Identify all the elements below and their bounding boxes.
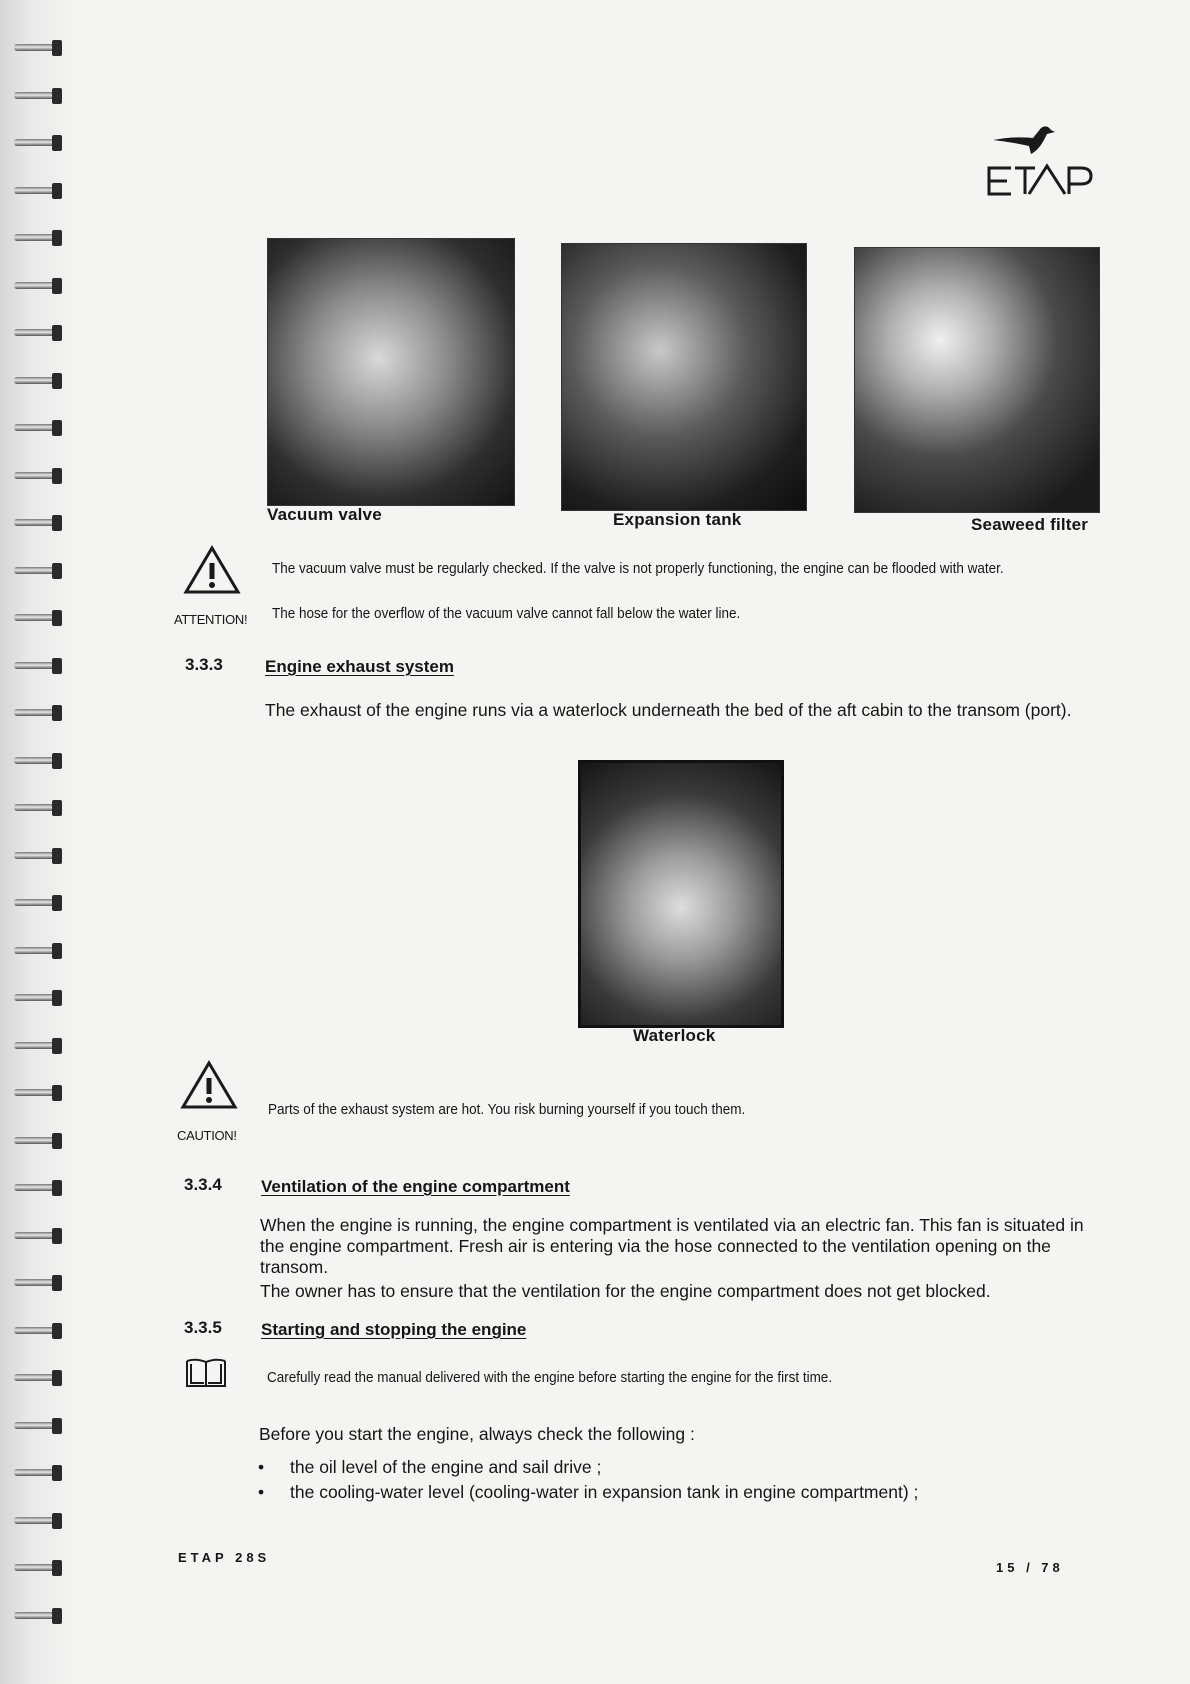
binding-ring [14,1133,56,1149]
binding-ring [14,1038,56,1054]
binding-ring [14,1513,56,1529]
attention-label: ATTENTION! [174,612,248,627]
binding-ring [14,895,56,911]
binding-ring [14,753,56,769]
binding-ring [14,800,56,816]
warning-triangle-icon [183,545,241,595]
section-333-body: The exhaust of the engine runs via a waterlock underneath the bed of the aft cabin to the transom (port). [265,700,1072,720]
caution-triangle-icon [180,1060,238,1110]
footer-page-number: 15 / 78 [996,1560,1064,1575]
binding-ring [14,325,56,341]
binding-ring [14,943,56,959]
binding-ring [14,230,56,246]
binding-ring [14,1560,56,1576]
list-item [258,1480,1098,1504]
binding-ring [14,610,56,626]
binding-ring [14,1180,56,1196]
caution-label: CAUTION! [177,1128,237,1143]
section-334-paragraph-2: The owner has to ensure that the ventilation for the engine compartment does not get blocked. [260,1281,991,1301]
binding-ring [14,515,56,531]
caution-text: Parts of the exhaust system are hot. You risk burning yourself if you touch them. [268,1101,746,1118]
waterlock-caption: Waterlock [633,1026,716,1045]
section-334-number: 3.3.4 [184,1175,222,1194]
vacuum-valve-caption: Vacuum valve [267,505,382,524]
section-335-intro: Before you start the engine, always check the following : [259,1424,695,1444]
footer-document-name: ETAP 28S [178,1550,271,1565]
list-item-text: the cooling-water level (cooling-water in expansion tank in engine compartment) ; [290,1482,919,1502]
binding-ring [14,1323,56,1339]
binding-ring [14,135,56,151]
binding-ring [14,990,56,1006]
binding-ring [14,468,56,484]
spiral-binding [0,0,78,1684]
binding-ring [14,1608,56,1624]
binding-ring [14,1275,56,1291]
waterlock-photo [578,760,784,1028]
binding-ring [14,88,56,104]
section-335-title: Starting and stopping the engine [261,1320,527,1339]
expansion-tank-caption: Expansion tank [613,510,742,529]
binding-ring [14,373,56,389]
binding-ring [14,1085,56,1101]
section-334-title: Ventilation of the engine compartment [261,1177,570,1196]
seaweed-filter-caption: Seaweed filter [971,515,1089,534]
vacuum-valve-photo [267,238,515,506]
section-335-number: 3.3.5 [184,1318,222,1337]
binding-ring [14,1465,56,1481]
bullet-icon: • [258,1457,265,1477]
binding-ring [14,1418,56,1434]
binding-ring [14,420,56,436]
attention-text-2: The hose for the overflow of the vacuum valve cannot fall below the water line. [272,605,741,622]
binding-ring [14,658,56,674]
binding-ring [14,1370,56,1386]
attention-text-1: The vacuum valve must be regularly checked. If the valve is not properly functioning, the engine can be flooded with water. [272,560,1004,577]
seaweed-filter-photo [854,247,1100,513]
binding-ring [14,40,56,56]
section-334-paragraph-1: When the engine is running, the engine compartment is ventilated via an electric fan. This fan is situated in the engine compartment. Fresh air is entering via the hose connected to the ventilation opening on the transom. [260,1215,1084,1277]
binding-ring [14,848,56,864]
section-333-title: Engine exhaust system [265,657,454,676]
binding-ring [14,278,56,294]
manual-note: Carefully read the manual delivered with the engine before starting the engine for the first time. [267,1369,833,1386]
bullet-icon: • [258,1482,265,1502]
book-icon [184,1356,228,1390]
binding-ring [14,183,56,199]
binding-ring [14,705,56,721]
list-item [258,1455,1098,1479]
expansion-tank-photo [561,243,807,511]
binding-ring [14,563,56,579]
etap-logo-icon [985,124,1095,202]
binding-ring [14,1228,56,1244]
list-item-text: the oil level of the engine and sail drive ; [290,1457,602,1477]
section-333-number: 3.3.3 [185,655,223,674]
